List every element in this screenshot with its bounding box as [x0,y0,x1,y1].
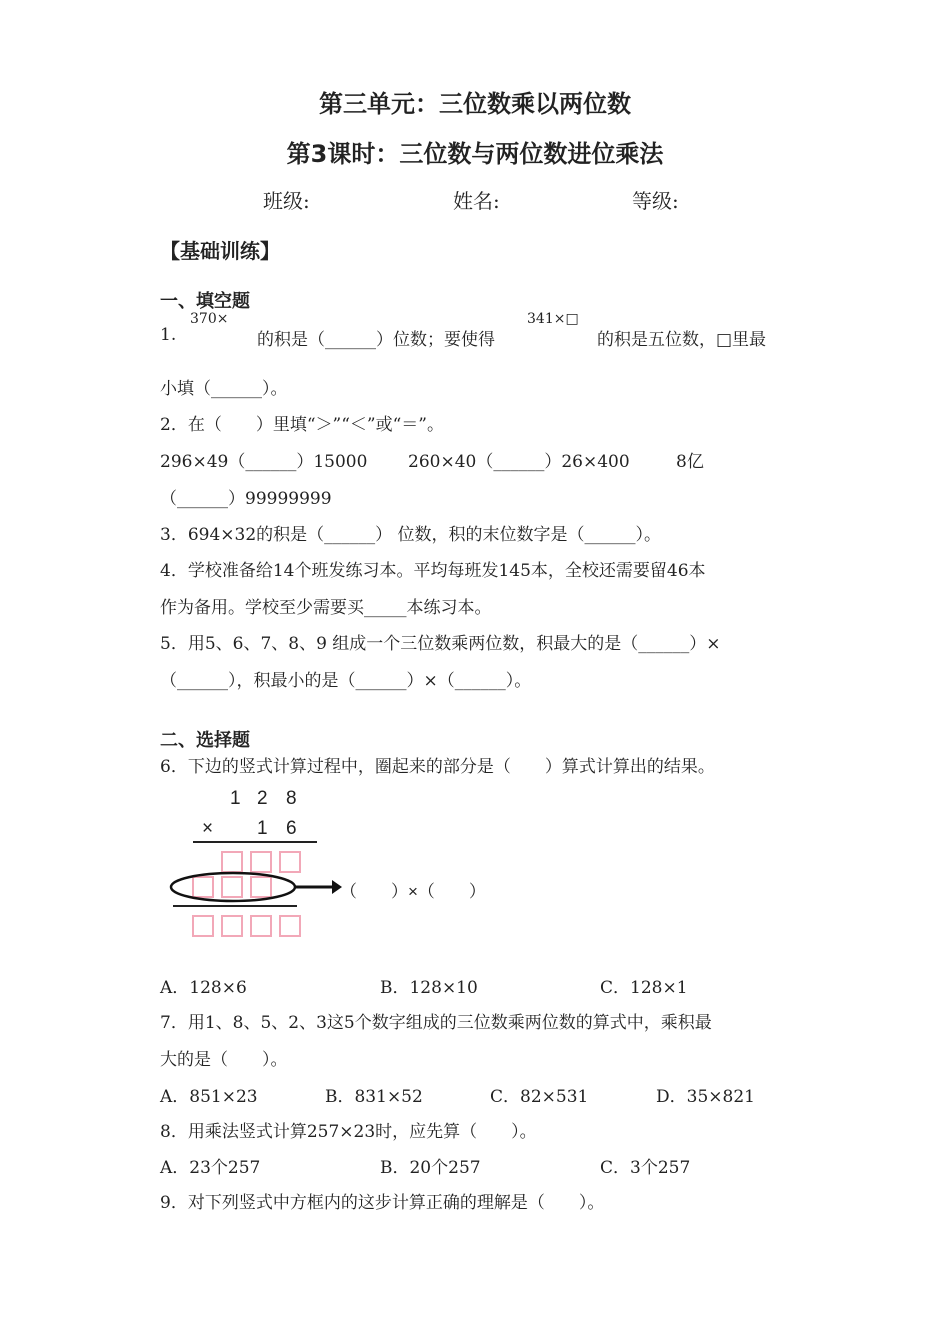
vc-box [193,877,213,897]
vc-top-digit-1: 1 [230,788,241,809]
q6-option-b: B．128×10 [380,978,478,998]
q8-stem: 8．用乘法竖式计算257×23时，应先算（ ）。 [160,1122,537,1142]
q4-line-1: 4．学校准备给14个班发练习本。平均每班发145本，全校还需要留46本 [160,561,706,581]
q1-expression-b: 341×□ [527,311,579,327]
name-label: 姓名: [453,189,500,213]
vc-box [222,852,242,872]
vc-box [251,877,271,897]
grade-label: 等级: [632,189,679,213]
section-multiple-choice: 二、选择题 [160,730,250,751]
vc-box [251,916,271,936]
q9-stem: 9．对下列竖式中方框内的这步计算正确的理解是（ ）。 [160,1193,605,1213]
q2-compare-1: 296×49（______）15000 [160,452,368,472]
q1-text-b: 的积是五位数，□里最 [597,330,767,350]
q8-option-a: A．23个257 [160,1158,261,1178]
q4-line-2: 作为备用。学校至少需要买_____本练习本。 [160,598,492,618]
class-label: 班级: [263,189,310,213]
q8-option-b: B．20个257 [380,1158,481,1178]
lesson-title: 第3课时：三位数与两位数进位乘法 [286,140,664,168]
q6-stem: 6．下边的竖式计算过程中，圈起来的部分是（ ）算式计算出的结果。 [160,757,715,777]
q2-compare-3a: 8亿 [676,452,704,472]
q7-line-1: 7．用1、8、5、2、3这5个数字组成的三位数乘两位数的算式中，乘积最 [160,1013,712,1033]
vc-top-digit-3: 8 [286,788,297,809]
q2-compare-3b: （______）99999999 [160,489,332,509]
q5-line-2: （______），积最小的是（______）×（______）。 [160,671,532,691]
q7-option-d: D．35×821 [656,1087,755,1107]
vc-result-text: （ ）×（ ） [340,882,486,901]
vertical-calc-figure [160,838,360,943]
vc-times-sign: × [202,818,214,839]
q7-option-b: B．831×52 [325,1087,423,1107]
vc-box [280,916,300,936]
vc-box [251,852,271,872]
q8-option-c: C．3个257 [600,1158,691,1178]
q3-text: 3．694×32的积是（______） 位数，积的末位数字是（______）。 [160,525,662,545]
q7-option-a: A．851×23 [160,1087,258,1107]
vc-box [222,916,242,936]
q2-stem: 2．在（ ）里填“＞”“＜”或“＝”。 [160,415,444,435]
q7-line-2: 大的是（ ）。 [160,1050,288,1070]
q1-text-a: 的积是（______）位数；要使得 [257,330,495,350]
unit-title: 第三单元：三位数乘以两位数 [319,90,631,118]
vc-box [222,877,242,897]
section-basic-training: 【基础训练】 [160,239,280,263]
q6-option-c: C．128×1 [600,978,688,998]
section-fill-blank: 一、填空题 [160,291,250,312]
q5-line-1: 5．用5、6、7、8、9 组成一个三位数乘两位数，积最大的是（______）× [160,634,721,654]
vc-box [280,852,300,872]
vc-bottom-digit-1: 1 [257,818,268,839]
vc-bottom-digit-2: 6 [286,818,297,839]
q1-number: 1. [160,325,177,345]
q1-expression-a: 370× [190,311,229,327]
q1-text-c: 小填（______）。 [160,379,288,399]
q2-compare-2: 260×40（______）26×400 [408,452,630,472]
vc-box [193,916,213,936]
q6-option-a: A．128×6 [160,978,247,998]
vc-top-digit-2: 2 [257,788,268,809]
q7-option-c: C．82×531 [490,1087,589,1107]
